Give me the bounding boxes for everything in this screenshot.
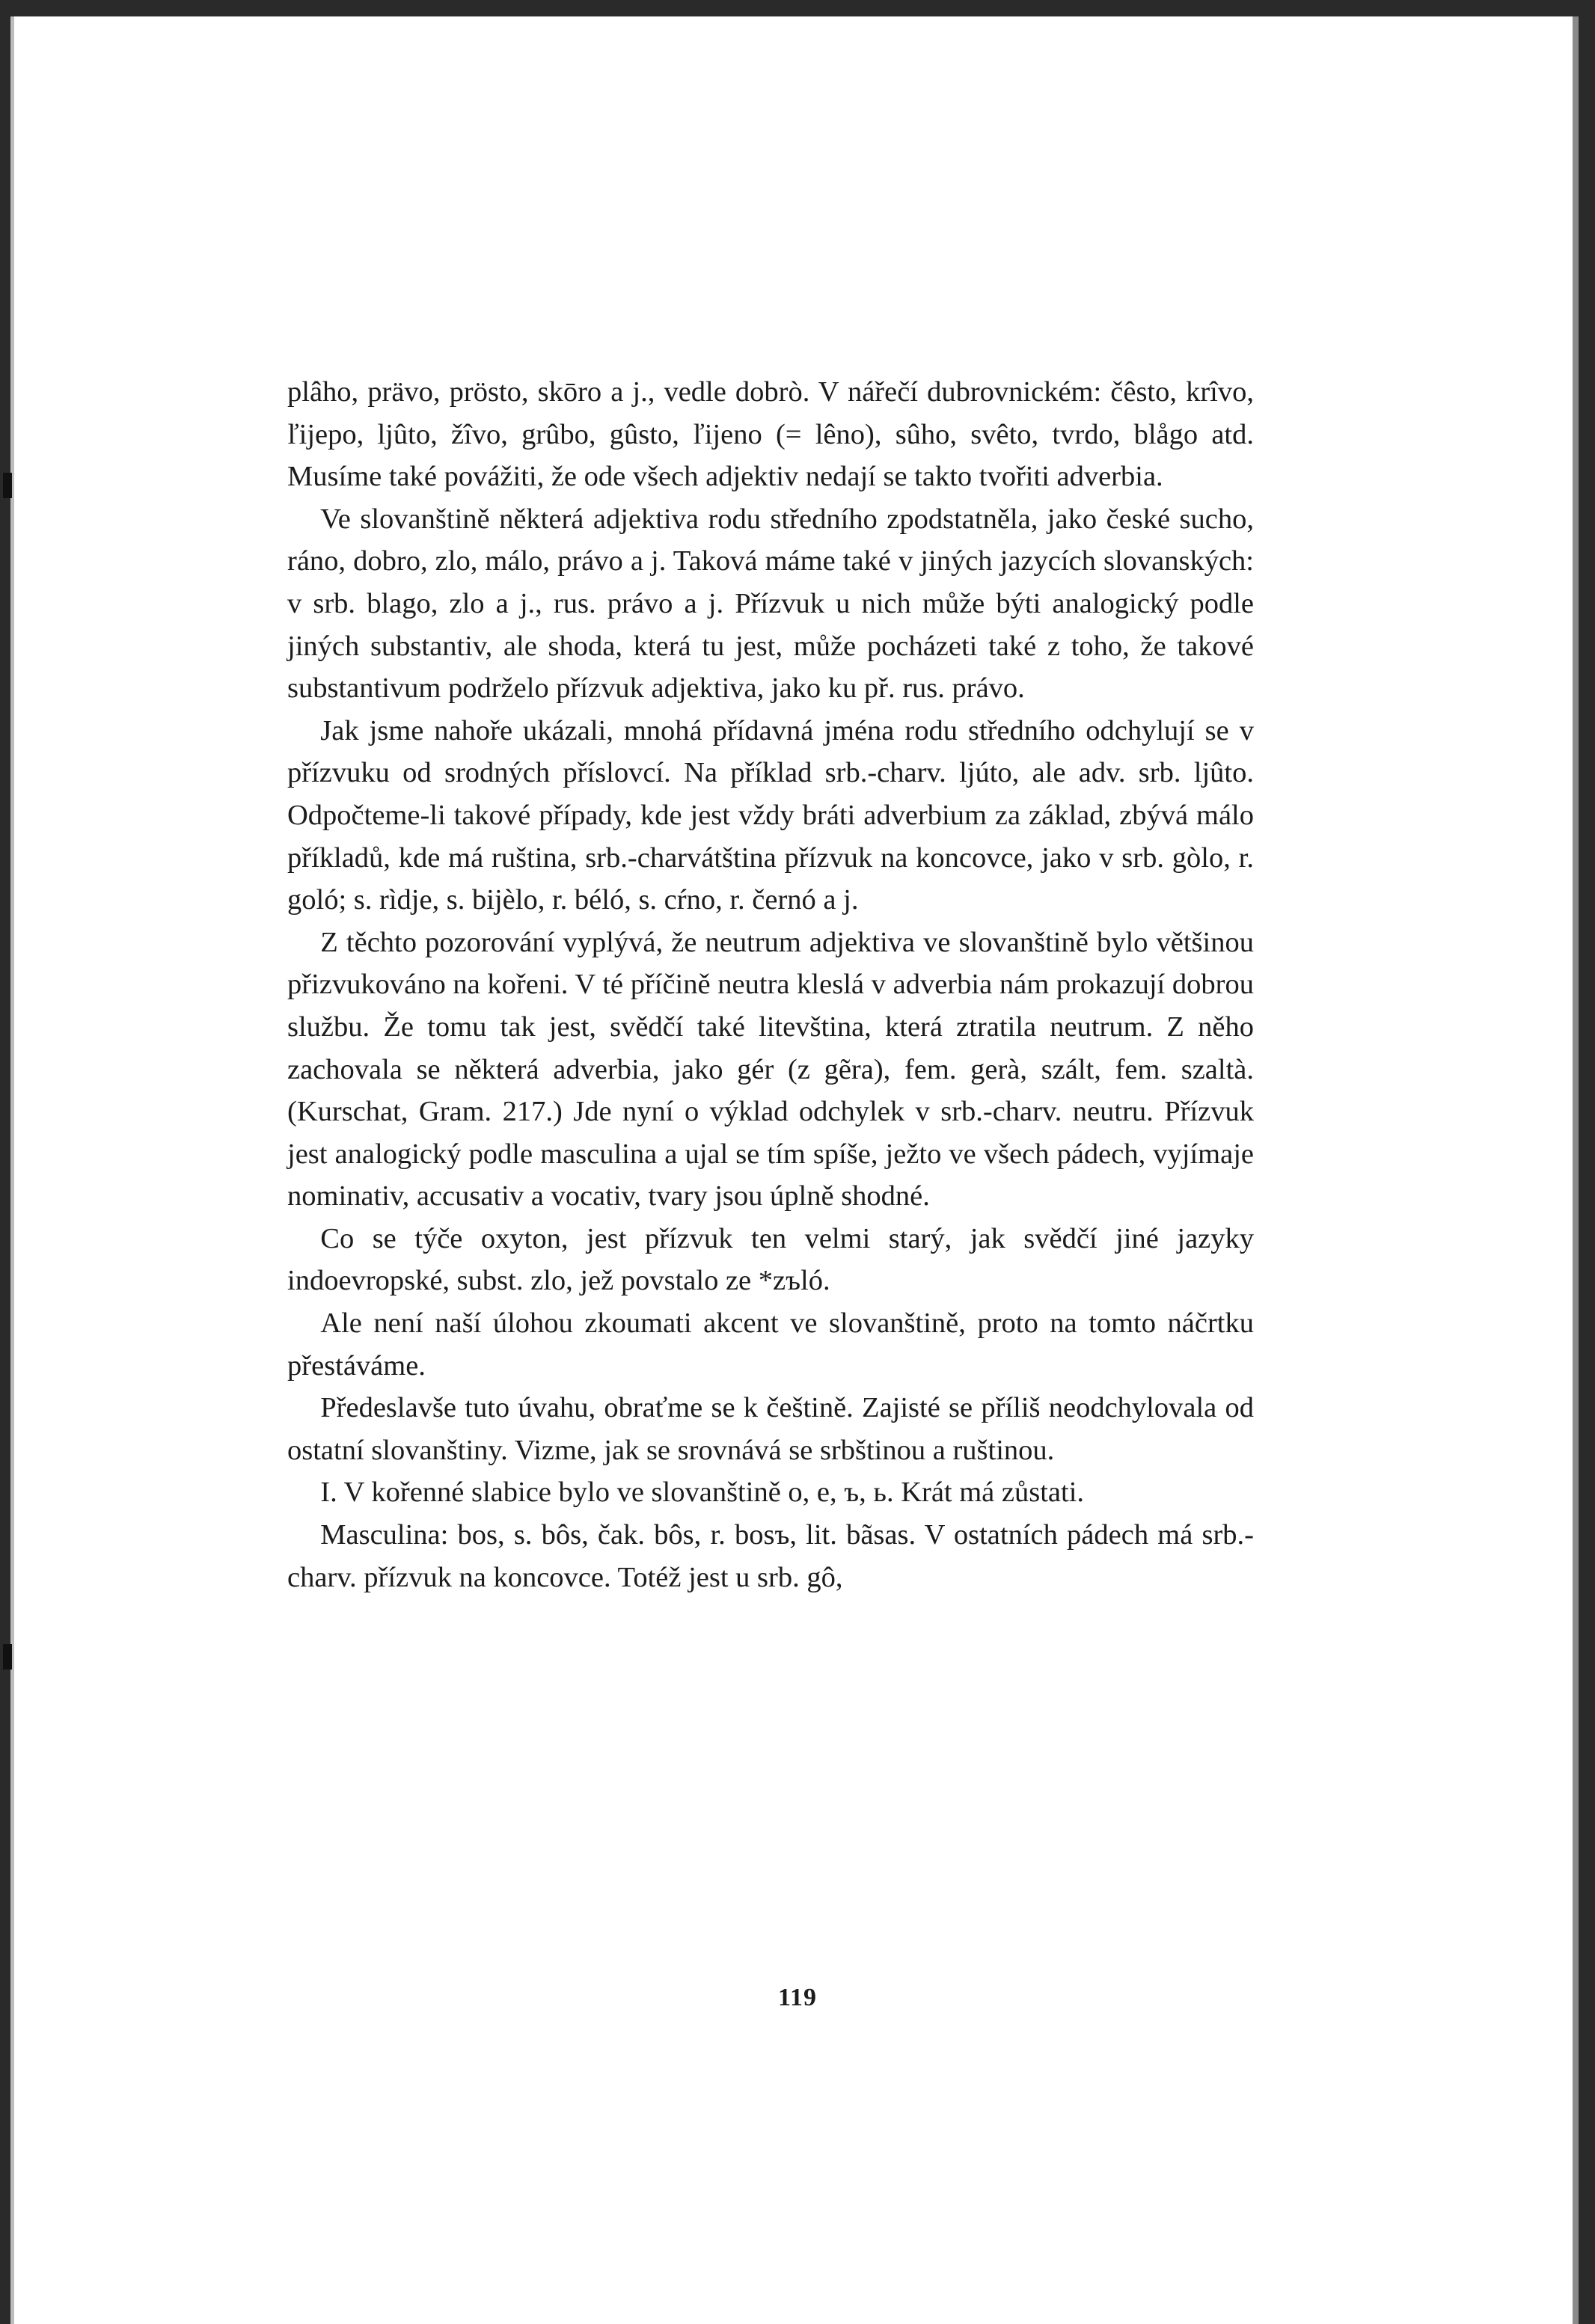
body-text [287,371,1254,1598]
scan-border-right [1579,0,1595,2324]
paragraph: Předeslavše tuto úvahu, obraťme se k češtině. Zajisté se příliš neodchylovala od ostatní slovanštiny. Vizme, jak se srovnává se srbštinou a ruštinou. [287,1392,1254,1466]
paragraph: plâho, prävo, prösto, skōro a j., vedle dobrò. V nářečí dubrovnickém: čêsto, krîvo, ľijepo, ljûto, žîvo, grûbo, gûsto, ľijeno (= lêno), sûho, svêto, tvrdo, blågo atd. Musíme také povážiti, že ode všech adjektiv nedají se takto tvořiti adverbia. [287,376,1254,493]
paragraph: Ve slovanštině některá adjektiva rodu středního zpodstatněla, jako české sucho, ráno, dobro, zlo, málo, právo a j. Taková máme také v jiných jazycích slovanských: v srb. blago, zlo a j., rus. právo a j. Přízvuk u nich může býti analogický podle jiných substantiv, ale shoda, která tu jest, může pocházeti také z toho, že takové substantivum podrželo přízvuk adjektiva, jako ku př. rus. právo. [287,503,1254,705]
scan-edge-mark [3,1644,12,1670]
scan-border-top [0,0,1595,16]
scan-edge-mark [3,473,12,498]
page-number: 119 [777,1984,818,2011]
paragraph: Masculina: bos, s. bôs, čak. bôs, r. bosъ, lit. bãsas. V ostatních pádech má srb.-charv. přízvuk na koncovce. Totéž jest u srb. gô, [287,1519,1254,1593]
paragraph: Jak jsme nahoře ukázali, mnohá přídavná jména rodu středního odchylují se v přízvuku od srodných příslovcí. Na příklad srb.-charv. ljúto, ale adv. srb. ljûto. Odpočteme-li takové případy, kde jest vždy bráti adverbium za základ, zbývá málo příkladů, kde má ruština, srb.-charvátština přízvuk na koncovce, jako v srb. gòlo, r. goló; s. rìdje, s. bijèlo, r. béló, s. cŕno, r. černó a j. [287,714,1254,916]
paragraph: Co se týče oxyton, jest přízvuk ten velmi starý, jak svědčí jiné jazyky indoevropské, subst. zlo, jež povstalo ze *zъló. [287,1222,1254,1297]
paragraph: I. V kořenné slabice bylo ve slovanštině o, e, ъ, ь. Krát má zůstati. [320,1477,1085,1509]
scan-border-left [0,0,10,2324]
scan-border-left-shadow [10,16,14,2324]
paragraph: Ale není naší úlohou zkoumati akcent ve slovanštině, proto na tomto náčrtku přestáváme. [287,1307,1254,1382]
paragraph: Z těchto pozorování vyplývá, že neutrum adjektiva ve slovanštině bylo většinou přizvukováno na kořeni. V té příčině neutra kleslá v adverbia nám prokazují dobrou službu. Že tomu tak jest, svědčí také litevština, která ztratila neutrum. Z něho zachovala se některá adverbia, jako gér (z gẽra), fem. gerà, szált, fem. szaltà. (Kurschat, Gram. 217.) Jde nyní o výklad odchylek v srb.-charv. neutru. Přízvuk jest analogický podle masculina a ujal se tím spíše, ježto ve všech pádech, vyjímaje nominativ, accusativ a vocativ, tvary jsou úplně shodné. [287,926,1254,1212]
scan-border-right-shadow [1573,16,1579,2324]
